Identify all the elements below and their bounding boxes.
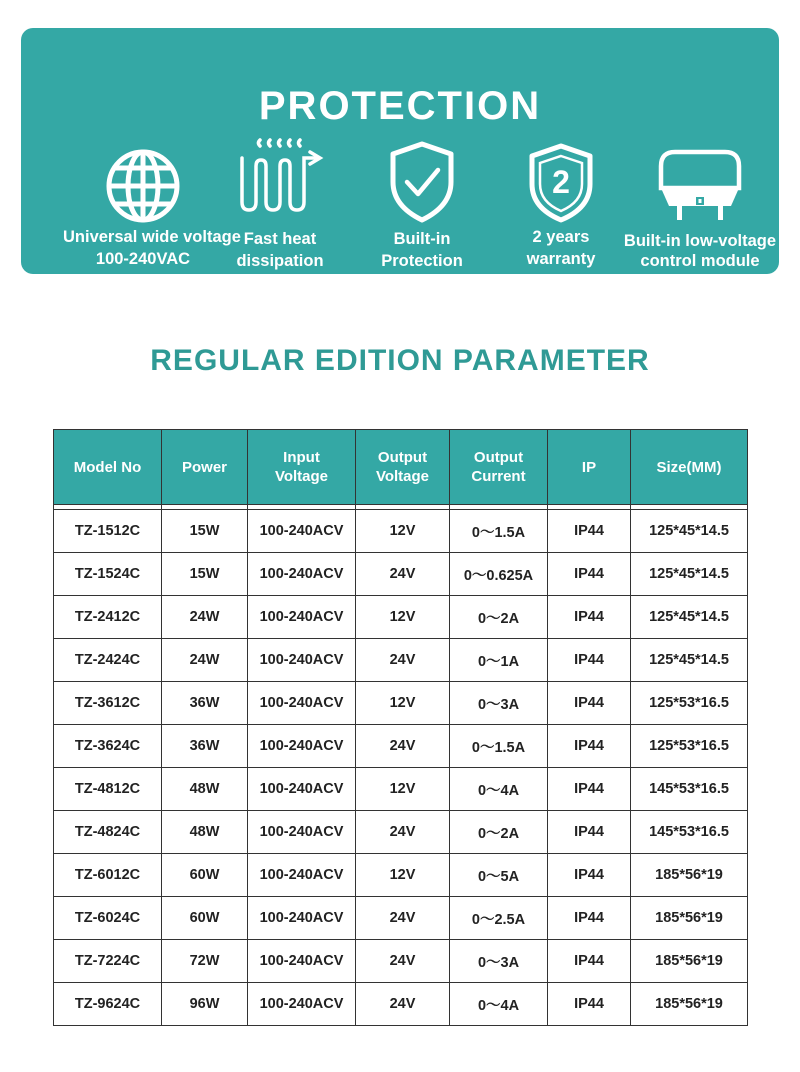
- column-header-line1: Output: [377, 449, 428, 466]
- output-current-cell: 0～1A: [450, 639, 548, 682]
- heat-sink-icon: [232, 134, 328, 214]
- feature-label-line1: Built-in: [393, 230, 451, 248]
- power-cell: 60W: [162, 897, 248, 940]
- column-header-line2: Voltage: [375, 468, 430, 485]
- column-header: [248, 430, 356, 505]
- ip-cell: IP44: [548, 768, 631, 811]
- output-current-cell: 0～0.625A: [450, 553, 548, 596]
- output-current-cell: 0～1.5A: [450, 510, 548, 553]
- output-current-cell: 0～5A: [450, 854, 548, 897]
- power-cell: 24W: [162, 639, 248, 682]
- table-row: [54, 768, 748, 811]
- ip-cell: IP44: [548, 940, 631, 983]
- input-voltage-cell: 100-240ACV: [248, 596, 356, 639]
- ip-cell: IP44: [548, 811, 631, 854]
- power-cell: 72W: [162, 940, 248, 983]
- model-no-cell: TZ-6012C: [54, 854, 162, 897]
- output-current-cell: 0～4A: [450, 983, 548, 1026]
- input-voltage-cell: 100-240ACV: [248, 940, 356, 983]
- size-cell: 125*53*16.5: [631, 725, 748, 768]
- size-cell: 185*56*19: [631, 940, 748, 983]
- input-voltage-cell: 100-240ACV: [248, 768, 356, 811]
- input-voltage-cell: 100-240ACV: [248, 811, 356, 854]
- column-header: [54, 430, 162, 505]
- output-current-cell: 0～3A: [450, 940, 548, 983]
- shield-check-icon: [387, 140, 457, 224]
- output-voltage-cell: 12V: [356, 854, 450, 897]
- table-row: [54, 553, 748, 596]
- input-voltage-cell: 100-240ACV: [248, 897, 356, 940]
- table-row: [54, 639, 748, 682]
- feature-label-line2: 100-240VAC: [95, 250, 191, 268]
- column-header: [450, 430, 548, 505]
- input-voltage-cell: 100-240ACV: [248, 682, 356, 725]
- input-voltage-cell: 100-240ACV: [248, 854, 356, 897]
- feature-label-line2: Protection: [381, 252, 463, 270]
- output-current-cell: 0～3A: [450, 682, 548, 725]
- table-row: [54, 811, 748, 854]
- power-cell: 36W: [162, 725, 248, 768]
- column-header-line1: Output: [473, 449, 524, 466]
- power-cell: 60W: [162, 854, 248, 897]
- output-voltage-cell: 12V: [356, 768, 450, 811]
- feature-label-line1: Universal wide voltage: [63, 228, 241, 246]
- column-header: [631, 430, 748, 505]
- globe-icon: [103, 146, 183, 226]
- output-voltage-cell: 24V: [356, 940, 450, 983]
- power-cell: 15W: [162, 553, 248, 596]
- feature-label-line1: 2 years: [532, 228, 590, 246]
- model-no-cell: TZ-3624C: [54, 725, 162, 768]
- model-no-cell: TZ-2412C: [54, 596, 162, 639]
- warranty-badge-text: 2: [552, 164, 570, 200]
- feature-label-line1: Built-in low-voltage: [623, 232, 777, 250]
- size-cell: 185*56*19: [631, 983, 748, 1026]
- ip-cell: IP44: [548, 897, 631, 940]
- size-cell: 145*53*16.5: [631, 811, 748, 854]
- column-header-line2: Current: [471, 468, 526, 485]
- size-cell: 145*53*16.5: [631, 768, 748, 811]
- table-row: [54, 596, 748, 639]
- table-row: [54, 682, 748, 725]
- column-header: [548, 430, 631, 505]
- output-current-cell: 0～1.5A: [450, 725, 548, 768]
- ip-cell: IP44: [548, 682, 631, 725]
- output-current-cell: 0～2.5A: [450, 897, 548, 940]
- output-voltage-cell: 24V: [356, 725, 450, 768]
- output-voltage-cell: 24V: [356, 553, 450, 596]
- size-cell: 125*45*14.5: [631, 639, 748, 682]
- column-header-line1: Size(MM): [656, 458, 722, 476]
- table-row: [54, 897, 748, 940]
- output-voltage-cell: 12V: [356, 596, 450, 639]
- column-header-line1: IP: [581, 458, 597, 476]
- table-header-row: [54, 430, 748, 505]
- table-body: [54, 505, 748, 1026]
- power-cell: 96W: [162, 983, 248, 1026]
- table-row: [54, 510, 748, 553]
- protection-banner: [21, 28, 779, 274]
- column-header: [356, 430, 450, 505]
- input-voltage-cell: 100-240ACV: [248, 553, 356, 596]
- output-voltage-cell: 24V: [356, 983, 450, 1026]
- model-no-cell: TZ-7224C: [54, 940, 162, 983]
- size-cell: 125*45*14.5: [631, 510, 748, 553]
- output-current-cell: 0～2A: [450, 811, 548, 854]
- power-cell: 24W: [162, 596, 248, 639]
- input-voltage-cell: 100-240ACV: [248, 639, 356, 682]
- output-voltage-cell: 24V: [356, 897, 450, 940]
- power-cell: 15W: [162, 510, 248, 553]
- size-cell: 125*45*14.5: [631, 596, 748, 639]
- ip-cell: IP44: [548, 725, 631, 768]
- size-cell: 185*56*19: [631, 854, 748, 897]
- feature-label-line2: warranty: [526, 250, 596, 268]
- table-row: [54, 725, 748, 768]
- output-current-cell: 0～2A: [450, 596, 548, 639]
- size-cell: 125*53*16.5: [631, 682, 748, 725]
- table-row: [54, 983, 748, 1026]
- model-no-cell: TZ-6024C: [54, 897, 162, 940]
- power-cell: 48W: [162, 768, 248, 811]
- feature-label-line1: Fast heat: [243, 230, 317, 248]
- output-current-cell: 0～4A: [450, 768, 548, 811]
- input-voltage-cell: 100-240ACV: [248, 983, 356, 1026]
- power-adapter-icon: [655, 148, 745, 224]
- ip-cell: IP44: [548, 854, 631, 897]
- column-header-line2: Voltage: [274, 468, 329, 485]
- model-no-cell: TZ-4824C: [54, 811, 162, 854]
- parameter-table: [53, 429, 748, 1026]
- output-voltage-cell: 12V: [356, 510, 450, 553]
- ip-cell: IP44: [548, 983, 631, 1026]
- table-row: [54, 940, 748, 983]
- column-header-line1: Power: [181, 458, 227, 476]
- model-no-cell: TZ-1524C: [54, 553, 162, 596]
- output-voltage-cell: 24V: [356, 639, 450, 682]
- output-voltage-cell: 24V: [356, 811, 450, 854]
- input-voltage-cell: 100-240ACV: [248, 510, 356, 553]
- ip-cell: IP44: [548, 596, 631, 639]
- size-cell: 185*56*19: [631, 897, 748, 940]
- output-voltage-cell: 12V: [356, 682, 450, 725]
- feature-label-line2: dissipation: [236, 252, 324, 270]
- column-header: [162, 430, 248, 505]
- size-cell: 125*45*14.5: [631, 553, 748, 596]
- ip-cell: IP44: [548, 510, 631, 553]
- column-header-line1: Model No: [73, 458, 142, 476]
- table-row: [54, 854, 748, 897]
- input-voltage-cell: 100-240ACV: [248, 725, 356, 768]
- warranty-badge-icon: [526, 142, 596, 224]
- ip-cell: IP44: [548, 553, 631, 596]
- model-no-cell: TZ-4812C: [54, 768, 162, 811]
- column-header-line1: Input: [283, 449, 320, 466]
- power-cell: 36W: [162, 682, 248, 725]
- ip-cell: IP44: [548, 639, 631, 682]
- power-cell: 48W: [162, 811, 248, 854]
- model-no-cell: TZ-3612C: [54, 682, 162, 725]
- model-no-cell: TZ-1512C: [54, 510, 162, 553]
- model-no-cell: TZ-2424C: [54, 639, 162, 682]
- section-title: REGULAR EDITION PARAMETER: [150, 344, 650, 377]
- model-no-cell: TZ-9624C: [54, 983, 162, 1026]
- banner-title: PROTECTION: [258, 84, 542, 128]
- feature-label-line2: control module: [640, 252, 760, 270]
